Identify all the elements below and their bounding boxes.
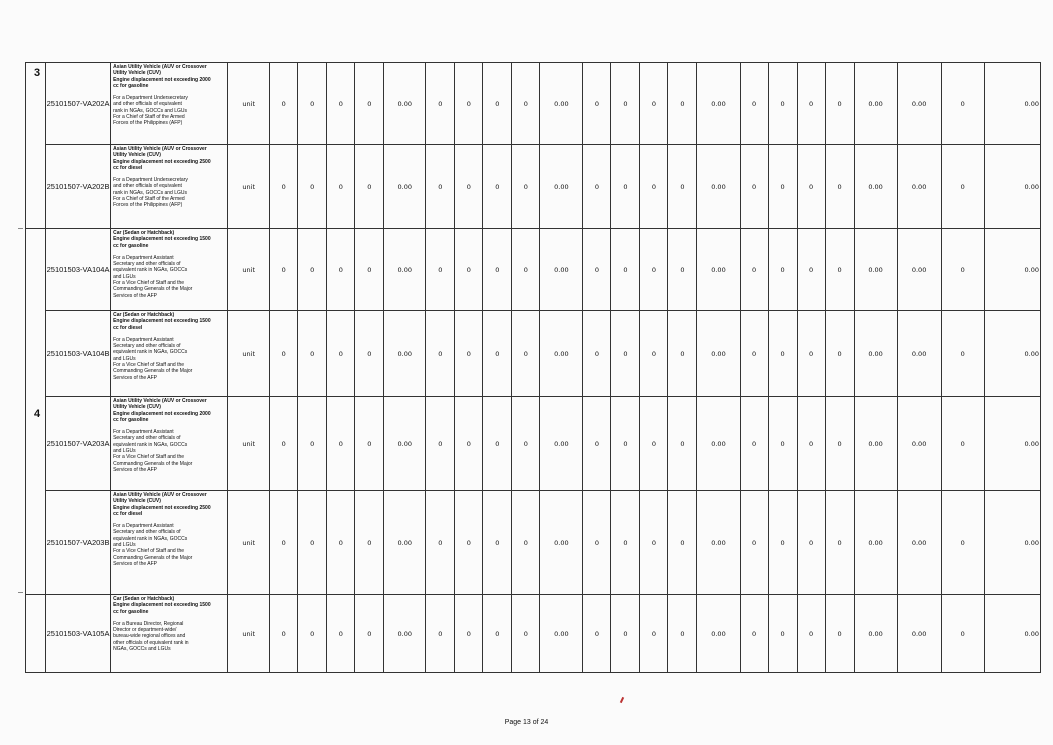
value-cell: 0: [797, 397, 825, 491]
page-number: Page 13 of 24: [504, 719, 549, 726]
item-title-line: Car (Sedan or Hatchback): [113, 312, 175, 318]
value-cell: 0: [768, 63, 797, 145]
value-cell: 0.00: [540, 397, 583, 491]
value-cell: 0: [768, 311, 797, 397]
item-title-line: Utility Vehicle (CUV): [113, 152, 161, 159]
value-cell: 0: [298, 311, 327, 397]
value-cell: 0.00: [540, 229, 583, 311]
value-cell: 0: [740, 229, 768, 311]
item-group-number: 3: [26, 63, 46, 229]
value-cell: 0: [740, 595, 768, 673]
value-cell: 0: [298, 145, 327, 229]
value-cell: 0: [740, 63, 768, 145]
value-cell: 0.00: [854, 229, 897, 311]
value-cell: 0: [668, 229, 697, 311]
value-cell: 0: [512, 397, 540, 491]
item-title-line: Asian Utility Vehicle (AUV or Crossover: [113, 146, 207, 152]
value-cell: 0.00: [897, 491, 941, 595]
value-cell: 0: [797, 491, 825, 595]
item-note-line: and LGUs: [113, 448, 136, 455]
value-cell: 0: [583, 595, 611, 673]
item-note-line: For a Department Assistant: [113, 336, 174, 343]
value-cell: 0.00: [897, 145, 941, 229]
value-cell: 0: [583, 63, 611, 145]
value-cell: 0: [298, 229, 327, 311]
value-cell: 0.00: [984, 595, 1040, 673]
value-cell: 0.00: [540, 311, 583, 397]
value-cell: 0: [583, 145, 611, 229]
value-cell: 0: [768, 595, 797, 673]
value-cell: 0.00: [984, 145, 1040, 229]
value-cell: 0: [611, 229, 640, 311]
value-cell: 0: [583, 397, 611, 491]
value-cell: 0: [426, 491, 455, 595]
item-title-line: Asian Utility Vehicle (AUV or Crossover: [113, 398, 207, 404]
value-cell: 0: [327, 145, 355, 229]
value-cell: 0: [512, 595, 540, 673]
item-note-line: Forces of the Philippines (AFP): [113, 202, 183, 209]
item-note-line: For a Department Assistant: [113, 523, 174, 530]
item-note-line: For a Vice Chief of Staff and the: [113, 548, 185, 555]
value-cell: 0: [611, 397, 640, 491]
value-cell: 0: [483, 145, 512, 229]
value-cell: 0: [455, 595, 483, 673]
scan-speck: [620, 697, 624, 703]
value-cell: 0: [270, 145, 298, 229]
item-note-line: equivalent rank in NGAs, GOCCs: [113, 441, 188, 448]
unit-of-measure: unit: [228, 397, 270, 491]
value-cell: 0.00: [384, 397, 426, 491]
item-note-line: For a Department Undersecretary: [113, 95, 188, 102]
table-row: [26, 145, 1041, 229]
value-cell: 0.00: [897, 229, 941, 311]
value-cell: 0: [355, 145, 384, 229]
value-cell: 0.00: [384, 491, 426, 595]
item-description: [111, 229, 228, 311]
value-cell: 0: [668, 491, 697, 595]
value-cell: 0.00: [384, 229, 426, 311]
unit-of-measure: unit: [228, 229, 270, 311]
value-cell: 0: [825, 595, 854, 673]
value-cell: 0: [640, 491, 668, 595]
item-note-line: For a Department Undersecretary: [113, 177, 188, 184]
value-cell: 0: [668, 397, 697, 491]
value-cell: 0: [825, 63, 854, 145]
item-title-line: Engine displacement not exceeding 2000: [113, 76, 211, 83]
value-cell: 0: [483, 63, 512, 145]
value-cell: 0: [455, 311, 483, 397]
table-row: [26, 491, 1041, 595]
item-note-line: Forces of the Philippines (AFP): [113, 120, 183, 127]
value-cell: 0.00: [384, 145, 426, 229]
value-cell: 0: [298, 397, 327, 491]
value-cell: 0: [668, 145, 697, 229]
item-note-line: For a Vice Chief of Staff and the: [113, 454, 185, 461]
item-description: [111, 145, 228, 229]
value-cell: 0: [768, 145, 797, 229]
item-note-line: NGAs, GOCCs and LGUs: [113, 646, 171, 653]
value-cell: 0.00: [984, 397, 1040, 491]
value-cell: 0.00: [697, 145, 740, 229]
value-cell: 0: [327, 491, 355, 595]
item-title-line: Engine displacement not exceeding 2500: [113, 158, 211, 165]
item-note-line: For a Department Assistant: [113, 254, 174, 261]
value-cell: 0: [327, 63, 355, 145]
item-description: [111, 397, 228, 491]
item-note-line: Services of the AFP: [113, 466, 157, 473]
item-note-line: For a Department Assistant: [113, 429, 174, 436]
item-code: 25101507-VA202A: [46, 63, 111, 145]
scan-mark: [18, 592, 23, 593]
value-cell: 0: [640, 145, 668, 229]
value-cell: 0.00: [854, 311, 897, 397]
value-cell: 0: [611, 311, 640, 397]
value-cell: 0: [583, 311, 611, 397]
value-cell: 0: [426, 63, 455, 145]
value-cell: 0: [941, 397, 984, 491]
item-group-number: [26, 595, 46, 673]
value-cell: 0: [298, 491, 327, 595]
value-cell: 0: [355, 397, 384, 491]
value-cell: 0: [740, 397, 768, 491]
value-cell: 0: [512, 145, 540, 229]
item-code: 25101507-VA202B: [46, 145, 111, 229]
value-cell: 0: [426, 397, 455, 491]
value-cell: 0.00: [854, 491, 897, 595]
value-cell: 0.00: [384, 63, 426, 145]
item-note-line: Secretary and other officials of: [113, 343, 181, 350]
item-note-line: For a Vice Chief of Staff and the: [113, 280, 185, 287]
item-note-line: equivalent rank in NGAs, GOCCs: [113, 349, 188, 356]
value-cell: 0.00: [897, 595, 941, 673]
item-description: [111, 311, 228, 397]
value-cell: 0.00: [854, 145, 897, 229]
item-note-line: Commanding Generals of the Major: [113, 460, 193, 467]
item-title-line: Engine displacement not exceeding 1500: [113, 318, 211, 325]
value-cell: 0: [270, 311, 298, 397]
value-cell: 0: [740, 311, 768, 397]
value-cell: 0: [512, 311, 540, 397]
table-row: [26, 229, 1041, 311]
value-cell: 0: [825, 491, 854, 595]
value-cell: 0: [668, 311, 697, 397]
item-note-line: rank in NGAs, GOCCs and LGUs: [113, 107, 187, 114]
value-cell: 0: [327, 595, 355, 673]
unit-of-measure: unit: [228, 595, 270, 673]
item-description: [111, 491, 228, 595]
table-row: [26, 311, 1041, 397]
item-note-line: and LGUs: [113, 542, 136, 549]
value-cell: 0: [327, 397, 355, 491]
value-cell: 0: [512, 491, 540, 595]
value-cell: 0: [797, 229, 825, 311]
value-cell: 0: [640, 311, 668, 397]
value-cell: 0: [768, 229, 797, 311]
value-cell: 0.00: [897, 311, 941, 397]
value-cell: 0: [768, 397, 797, 491]
value-cell: 0: [483, 397, 512, 491]
item-note-line: Secretary and other officials of: [113, 529, 181, 536]
value-cell: 0.00: [984, 63, 1040, 145]
value-cell: 0: [355, 491, 384, 595]
item-note-line: Commanding Generals of the Major: [113, 286, 193, 293]
item-note-line: For a Bureau Director, Regional: [113, 620, 184, 627]
value-cell: 0.00: [540, 145, 583, 229]
value-cell: 0: [455, 145, 483, 229]
item-code: 25101503-VA105A: [46, 595, 111, 673]
unit-of-measure: unit: [228, 145, 270, 229]
unit-of-measure: unit: [228, 63, 270, 145]
value-cell: 0.00: [697, 491, 740, 595]
item-title-line: cc for diesel: [113, 164, 143, 171]
value-cell: 0: [640, 63, 668, 145]
value-cell: 0: [455, 229, 483, 311]
value-cell: 0.00: [697, 397, 740, 491]
procurement-table: [25, 62, 1041, 673]
value-cell: 0.00: [384, 595, 426, 673]
value-cell: 0: [941, 63, 984, 145]
table-row: [26, 397, 1041, 491]
value-cell: 0: [611, 491, 640, 595]
value-cell: 0: [270, 229, 298, 311]
value-cell: 0.00: [984, 311, 1040, 397]
value-cell: 0: [355, 229, 384, 311]
value-cell: 0: [426, 145, 455, 229]
value-cell: 0: [355, 63, 384, 145]
unit-of-measure: unit: [228, 491, 270, 595]
item-description: [111, 595, 228, 673]
value-cell: 0: [740, 145, 768, 229]
item-title-line: Engine displacement not exceeding 1500: [113, 602, 211, 609]
item-note-line: other officials of equivalent rank in: [113, 639, 189, 646]
value-cell: 0: [941, 145, 984, 229]
item-title-line: Utility Vehicle (CUV): [113, 498, 161, 505]
item-note-line: For a Chief of Staff of the Armed: [113, 114, 185, 121]
value-cell: 0: [583, 229, 611, 311]
unit-of-measure: unit: [228, 311, 270, 397]
value-cell: 0: [797, 595, 825, 673]
item-note-line: Secretary and other officials of: [113, 435, 181, 442]
value-cell: 0.00: [854, 595, 897, 673]
value-cell: 0: [270, 595, 298, 673]
item-code: 25101507-VA203A: [46, 397, 111, 491]
item-title-line: cc for diesel: [113, 510, 143, 517]
value-cell: 0: [270, 63, 298, 145]
item-title-line: cc for gasoline: [113, 608, 149, 615]
table-row: [26, 595, 1041, 673]
item-title-line: Engine displacement not exceeding 2000: [113, 410, 211, 417]
table-row: [26, 63, 1041, 145]
item-note-line: rank in NGAs, GOCCs and LGUs: [113, 189, 187, 196]
value-cell: 0: [797, 63, 825, 145]
value-cell: 0.00: [697, 311, 740, 397]
item-description: [111, 63, 228, 145]
value-cell: 0: [611, 595, 640, 673]
item-title-line: cc for gasoline: [113, 242, 149, 249]
item-code: 25101503-VA104B: [46, 311, 111, 397]
value-cell: 0: [611, 145, 640, 229]
value-cell: 0: [825, 311, 854, 397]
value-cell: 0: [327, 311, 355, 397]
item-note-line: and other officials of equivalent: [113, 101, 182, 108]
value-cell: 0: [483, 491, 512, 595]
item-title-line: Car (Sedan or Hatchback): [113, 230, 175, 236]
value-cell: 0: [426, 229, 455, 311]
item-note-line: Commanding Generals of the Major: [113, 368, 193, 375]
item-note-line: For a Chief of Staff of the Armed: [113, 196, 185, 203]
value-cell: 0.00: [540, 491, 583, 595]
value-cell: 0: [640, 595, 668, 673]
value-cell: 0: [941, 595, 984, 673]
item-note-line: Services of the AFP: [113, 374, 157, 381]
value-cell: 0: [797, 145, 825, 229]
item-title-line: cc for gasoline: [113, 82, 149, 89]
item-title-line: Car (Sedan or Hatchback): [113, 596, 175, 602]
value-cell: 0: [740, 491, 768, 595]
item-note-line: and LGUs: [113, 273, 136, 280]
value-cell: 0: [270, 491, 298, 595]
value-cell: 0: [270, 397, 298, 491]
item-note-line: and LGUs: [113, 355, 136, 362]
value-cell: 0: [768, 491, 797, 595]
value-cell: 0: [483, 311, 512, 397]
value-cell: 0: [455, 397, 483, 491]
value-cell: 0: [640, 397, 668, 491]
value-cell: 0: [640, 229, 668, 311]
item-note-line: equivalent rank in NGAs, GOCCs: [113, 535, 188, 542]
scan-mark: [18, 228, 23, 229]
item-note-line: For a Vice Chief of Staff and the: [113, 362, 185, 369]
item-title-line: cc for diesel: [113, 324, 143, 331]
value-cell: 0.00: [540, 63, 583, 145]
value-cell: 0.00: [897, 397, 941, 491]
item-note-line: Services of the AFP: [113, 560, 157, 567]
value-cell: 0: [512, 63, 540, 145]
value-cell: 0: [941, 311, 984, 397]
value-cell: 0: [355, 595, 384, 673]
item-note-line: and other officials of equivalent: [113, 183, 182, 190]
item-title-line: Asian Utility Vehicle (AUV or Crossover: [113, 64, 207, 70]
value-cell: 0.00: [697, 63, 740, 145]
value-cell: 0: [455, 491, 483, 595]
item-title-line: Engine displacement not exceeding 1500: [113, 236, 211, 243]
item-title-line: Engine displacement not exceeding 2500: [113, 504, 211, 511]
item-group-number: 4: [26, 229, 46, 595]
item-note-line: equivalent rank in NGAs, GOCCs: [113, 267, 188, 274]
item-note-line: Director or department-wide/: [113, 627, 177, 634]
value-cell: 0: [668, 63, 697, 145]
value-cell: 0.00: [697, 595, 740, 673]
value-cell: 0: [941, 491, 984, 595]
value-cell: 0: [298, 63, 327, 145]
item-title-line: Utility Vehicle (CUV): [113, 404, 161, 411]
value-cell: 0.00: [984, 229, 1040, 311]
item-code: 25101507-VA203B: [46, 491, 111, 595]
item-title-line: Asian Utility Vehicle (AUV or Crossover: [113, 492, 207, 498]
value-cell: 0.00: [984, 491, 1040, 595]
value-cell: 0.00: [854, 397, 897, 491]
value-cell: 0: [455, 63, 483, 145]
value-cell: 0: [825, 397, 854, 491]
value-cell: 0: [611, 63, 640, 145]
value-cell: 0: [825, 145, 854, 229]
item-note-line: Services of the AFP: [113, 292, 157, 299]
value-cell: 0: [668, 595, 697, 673]
value-cell: 0.00: [897, 63, 941, 145]
item-title-line: cc for gasoline: [113, 416, 149, 423]
item-note-line: Commanding Generals of the Major: [113, 554, 193, 561]
value-cell: 0: [327, 229, 355, 311]
item-code: 25101503-VA104A: [46, 229, 111, 311]
value-cell: 0: [483, 595, 512, 673]
value-cell: 0.00: [384, 311, 426, 397]
item-title-line: Utility Vehicle (CUV): [113, 70, 161, 77]
value-cell: 0: [512, 229, 540, 311]
value-cell: 0: [426, 595, 455, 673]
value-cell: 0: [583, 491, 611, 595]
value-cell: 0: [483, 229, 512, 311]
value-cell: 0: [825, 229, 854, 311]
value-cell: 0.00: [854, 63, 897, 145]
item-note-line: bureau-wide regional offices and: [113, 633, 186, 640]
value-cell: 0: [355, 311, 384, 397]
value-cell: 0.00: [697, 229, 740, 311]
value-cell: 0: [941, 229, 984, 311]
value-cell: 0.00: [540, 595, 583, 673]
value-cell: 0: [426, 311, 455, 397]
value-cell: 0: [797, 311, 825, 397]
item-note-line: Secretary and other officials of: [113, 261, 181, 268]
value-cell: 0: [298, 595, 327, 673]
